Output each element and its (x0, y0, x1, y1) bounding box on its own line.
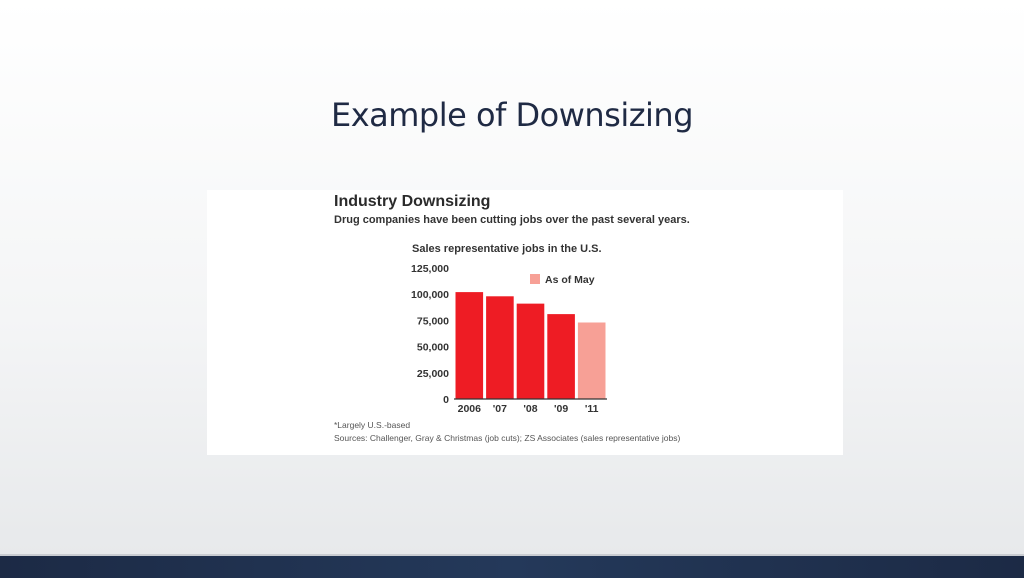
y-tick-label: 75,000 (416, 315, 449, 328)
legend-label: As of May (545, 274, 595, 286)
y-tick-label: 0 (443, 394, 449, 406)
x-tick-label: '07 (492, 403, 507, 415)
footnote-sources: Sources: Challenger, Gray & Christmas (job cuts); ZS Associates (sales representative jobs) (334, 433, 681, 443)
chart-title: Industry Downsizing (334, 193, 491, 210)
y-tick-label: 125,000 (411, 263, 449, 275)
slide-title: Example of Downsizing (330, 96, 694, 134)
footnote-largely-us: *Largely U.S.-based (334, 420, 411, 430)
bar-chart (207, 190, 843, 455)
x-tick-label: '11 (584, 403, 599, 415)
x-tick-label: 2006 (457, 403, 481, 415)
y-tick-label: 50,000 (416, 341, 449, 354)
y-tick-label: 25,000 (416, 367, 449, 380)
chart-subtitle: Drug companies have been cutting jobs over the past several years. (334, 214, 690, 226)
y-axis-title: Sales representative jobs in the U.S. (412, 243, 602, 255)
chart-image (207, 190, 843, 455)
x-tick-label: '08 (523, 403, 538, 415)
bottom-accent-bar (0, 554, 1024, 578)
bar-0 (456, 292, 484, 399)
bar-3 (547, 314, 575, 399)
x-tick-label: '09 (554, 403, 569, 415)
bar-2 (517, 304, 545, 399)
y-tick-label: 100,000 (411, 289, 449, 302)
bar-1 (486, 296, 514, 399)
legend-swatch (530, 274, 540, 284)
bar-4 (578, 322, 606, 399)
